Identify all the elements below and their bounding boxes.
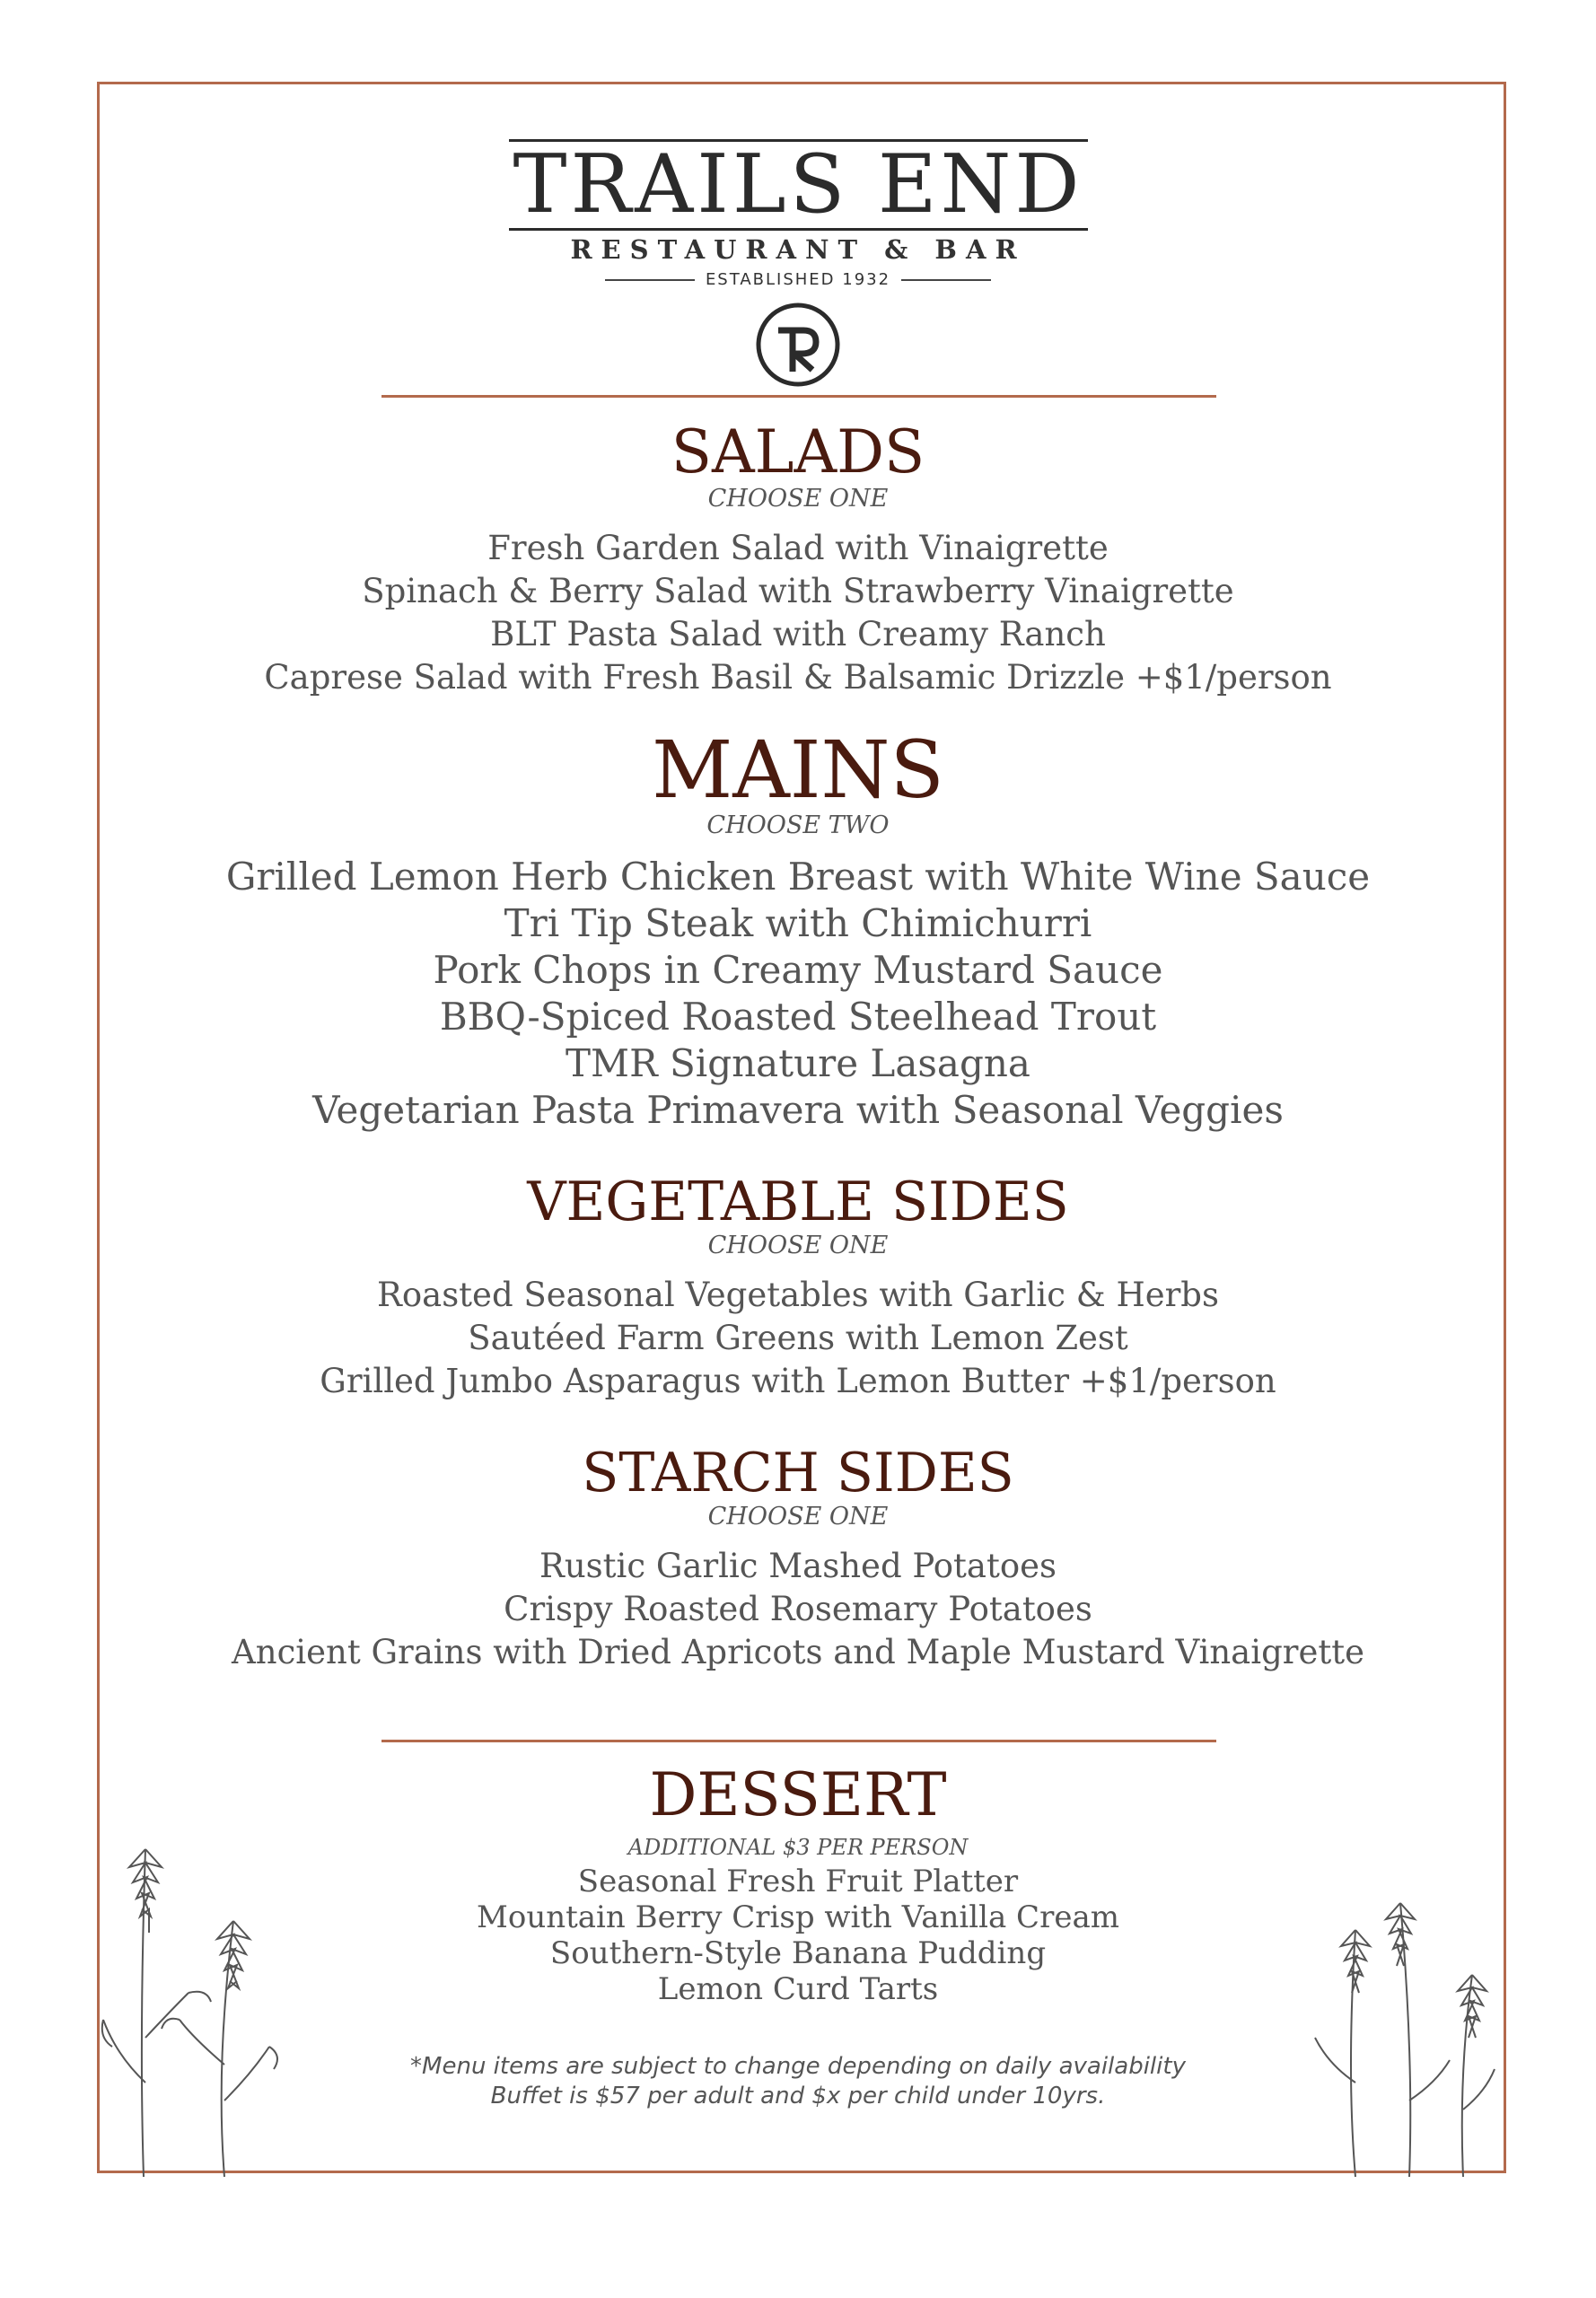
vegetable-sides-list	[0, 1274, 1596, 1403]
dessert-note: ADDITIONAL $3 PER PERSON	[627, 1835, 969, 1860]
list-item: Caprese Salad with Fresh Basil & Balsamic Drizzle +$1/person	[264, 658, 1332, 697]
list-item: Crispy Roasted Rosemary Potatoes	[504, 1590, 1092, 1628]
list-item: Tri Tip Steak with Chimichurri	[504, 901, 1092, 945]
salads-list	[0, 527, 1596, 699]
bottom-divider	[381, 1740, 1216, 1742]
footnote-availability: *Menu items are subject to change depending on daily availability	[410, 2053, 1186, 2080]
salads-section	[0, 417, 1596, 699]
trails-end-monogram-icon	[753, 300, 843, 390]
list-item: Sautéed Farm Greens with Lemon Zest	[468, 1319, 1128, 1357]
established-text: ESTABLISHED 1932	[705, 270, 891, 289]
list-item: Grilled Jumbo Asparagus with Lemon Butter +$1/person	[320, 1362, 1276, 1400]
dessert-title: DESSERT	[649, 1760, 947, 1829]
mains-section	[0, 724, 1596, 1134]
list-item: Spinach & Berry Salad with Strawberry Vinaigrette	[362, 572, 1234, 610]
mains-note: CHOOSE TWO	[706, 811, 890, 839]
list-item: Seasonal Fresh Fruit Platter	[577, 1864, 1019, 1899]
mains-list	[0, 854, 1596, 1134]
mains-title: MAINS	[652, 724, 944, 816]
top-divider	[381, 395, 1216, 398]
logo-subtitle: RESTAURANT & BAR	[570, 234, 1026, 265]
list-item: Fresh Garden Salad with Vinaigrette	[487, 529, 1109, 567]
list-item: Lemon Curd Tarts	[657, 1971, 939, 2007]
established-left-rule	[605, 279, 695, 281]
wildflower-icon-right	[1293, 1876, 1508, 2181]
list-item: Roasted Seasonal Vegetables with Garlic & Herbs	[377, 1276, 1219, 1314]
established-right-rule	[901, 279, 991, 281]
logo-title: TRAILS END	[513, 137, 1083, 232]
footnote-pricing: Buffet is $57 per adult and $x per child under 10yrs.	[490, 2083, 1106, 2109]
salads-title: SALADS	[671, 417, 925, 487]
list-item: BBQ-Spiced Roasted Steelhead Trout	[439, 995, 1157, 1039]
list-item: Southern-Style Banana Pudding	[549, 1935, 1047, 1971]
logo-established	[0, 270, 1596, 289]
list-item: TMR Signature Lasagna	[566, 1041, 1030, 1085]
list-item: Rustic Garlic Mashed Potatoes	[539, 1547, 1057, 1585]
vegetable-sides-note: CHOOSE ONE	[707, 1232, 889, 1259]
starch-sides-note: CHOOSE ONE	[707, 1503, 889, 1531]
list-item: Ancient Grains with Dried Apricots and Maple Mustard Vinaigrette	[232, 1633, 1364, 1671]
starch-sides-list	[0, 1545, 1596, 1674]
wildflower-icon-left	[90, 1813, 296, 2181]
list-item: Pork Chops in Creamy Mustard Sauce	[433, 948, 1163, 992]
starch-sides-title: STARCH SIDES	[582, 1442, 1014, 1504]
vegetable-sides-title: VEGETABLE SIDES	[527, 1171, 1069, 1233]
salads-note: CHOOSE ONE	[707, 485, 889, 513]
starch-sides-section	[0, 1443, 1596, 1674]
list-item: Mountain Berry Crisp with Vanilla Cream	[477, 1899, 1119, 1935]
list-item: Grilled Lemon Herb Chicken Breast with White Wine Sauce	[225, 855, 1371, 899]
restaurant-logo	[0, 139, 1596, 393]
vegetable-sides-section	[0, 1172, 1596, 1403]
list-item: BLT Pasta Salad with Creamy Ranch	[490, 615, 1106, 653]
list-item: Vegetarian Pasta Primavera with Seasonal Veggies	[312, 1088, 1284, 1132]
